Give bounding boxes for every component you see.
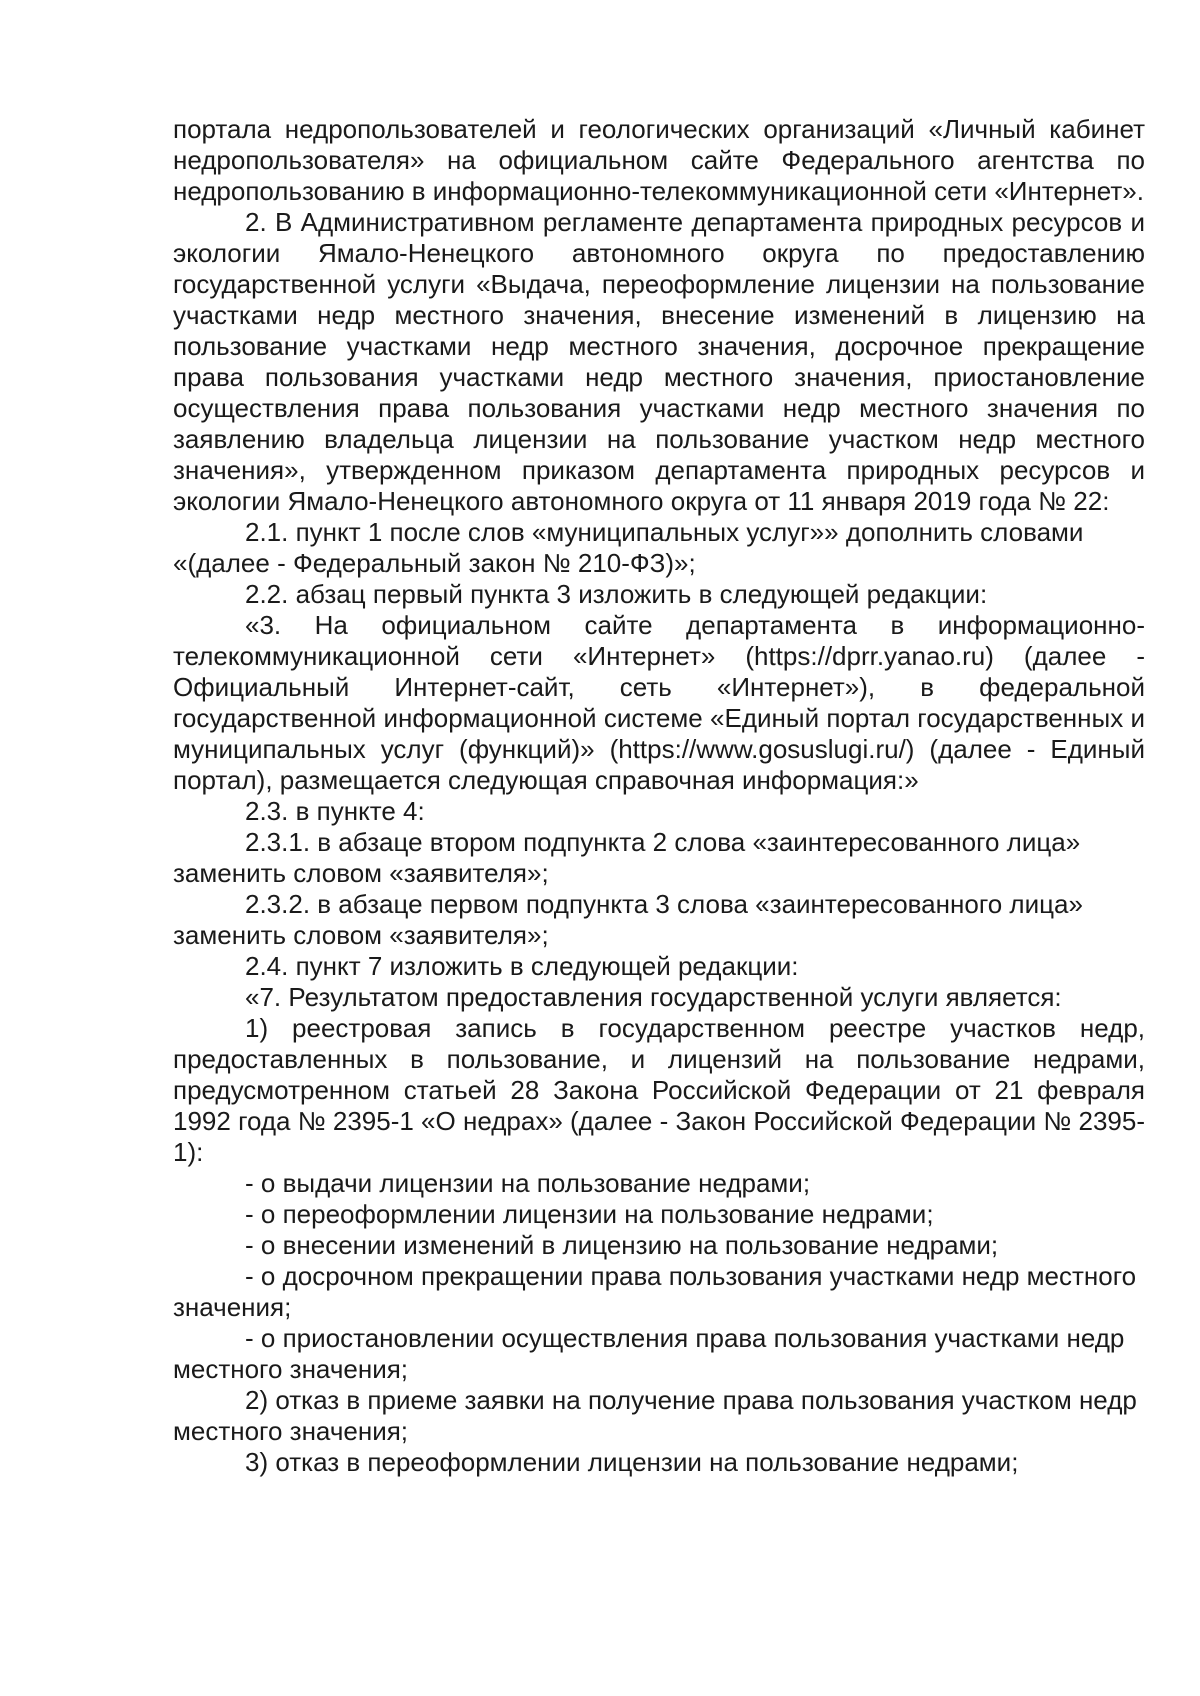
paragraph-item-2-3-2: 2.3.2. в абзаце первом подпункта 3 слова «заинтересованного лица» заменить словом «заявителя»;: [173, 889, 1083, 950]
paragraph-result-3: 3) отказ в переоформлении лицензии на пользование недрами;: [245, 1447, 1019, 1477]
paragraph-dash-4: - о досрочном прекращении права пользования участками недр местного значения;: [173, 1261, 1137, 1322]
paragraph-item-2-3: 2.3. в пункте 4:: [245, 796, 425, 826]
paragraph-result-2: 2) отказ в приеме заявки на получение права пользования участком недр местного значения;: [173, 1385, 1137, 1446]
paragraph-result-1: 1) реестровая запись в государственном реестре участков недр, предоставленных в пользование, и лицензий на пользование недрами, предусмотренном статьей 28 Закона Российской Федерации от 21 февраля 1992 года № 2395-1 «О недрах» (далее - Закон Российской Федерации № 2395-1):: [173, 1013, 1145, 1167]
paragraph-item-2-3-1: 2.3.1. в абзаце втором подпункта 2 слова «заинтересованного лица» заменить словом «заявителя»;: [173, 827, 1081, 888]
paragraph-item-2-1: 2.1. пункт 1 после слов «муниципальных услуг»» дополнить словами «(далее - Федеральный закон № 210-ФЗ)»;: [173, 517, 1084, 578]
paragraph-item-2-4: 2.4. пункт 7 изложить в следующей редакции:: [245, 951, 799, 981]
paragraph-dash-2: - о переоформлении лицензии на пользование недрами;: [245, 1199, 934, 1229]
paragraph-dash-5: - о приостановлении осуществления права пользования участками недр местного значения;: [173, 1323, 1125, 1384]
paragraph-item-2: 2. В Административном регламенте департамента природных ресурсов и экологии Ямало-Ненецкого автономного округа по предоставлению государственной услуги «Выдача, переоформление лицензии на пользование участками недр местного значения, внесение изменений в лицензию на пользование участками недр местного значения, досрочное прекращение права пользования участками недр местного значения, приостановление осуществления права пользования участками недр местного значения по заявлению владельца лицензии на пользование участком недр местного значения», утвержденном приказом департамента природных ресурсов и экологии Ямало-Ненецкого автономного округа от 11 января 2019 года № 22:: [173, 207, 1145, 516]
paragraph-quote-7: «7. Результатом предоставления государственной услуги является:: [245, 982, 1062, 1012]
paragraph-continuation: портала недропользователей и геологических организаций «Личный кабинет недропользователя» на официальном сайте Федерального агентства по недропользованию в информационно-телекоммуникационной сети «Интернет».: [173, 114, 1145, 206]
paragraph-dash-1: - о выдачи лицензии на пользование недрами;: [245, 1168, 811, 1198]
paragraph-quote-3: «3. На официальном сайте департамента в информационно-телекоммуникационной сети «Интернет» (https://dprr.yanao.ru) (далее - Официальный Интернет-сайт, сеть «Интернет»), в федеральной государственной информационной системе «Единый портал государственных и муниципальных услуг (функций)» (https://www.gosuslugi.ru/) (далее - Единый портал), размещается следующая справочная информация:»: [173, 610, 1145, 795]
paragraph-item-2-2: 2.2. абзац первый пункта 3 изложить в следующей редакции:: [245, 579, 988, 609]
paragraph-dash-3: - о внесении изменений в лицензию на пользование недрами;: [245, 1230, 999, 1260]
document-page: [173, 114, 1145, 1478]
